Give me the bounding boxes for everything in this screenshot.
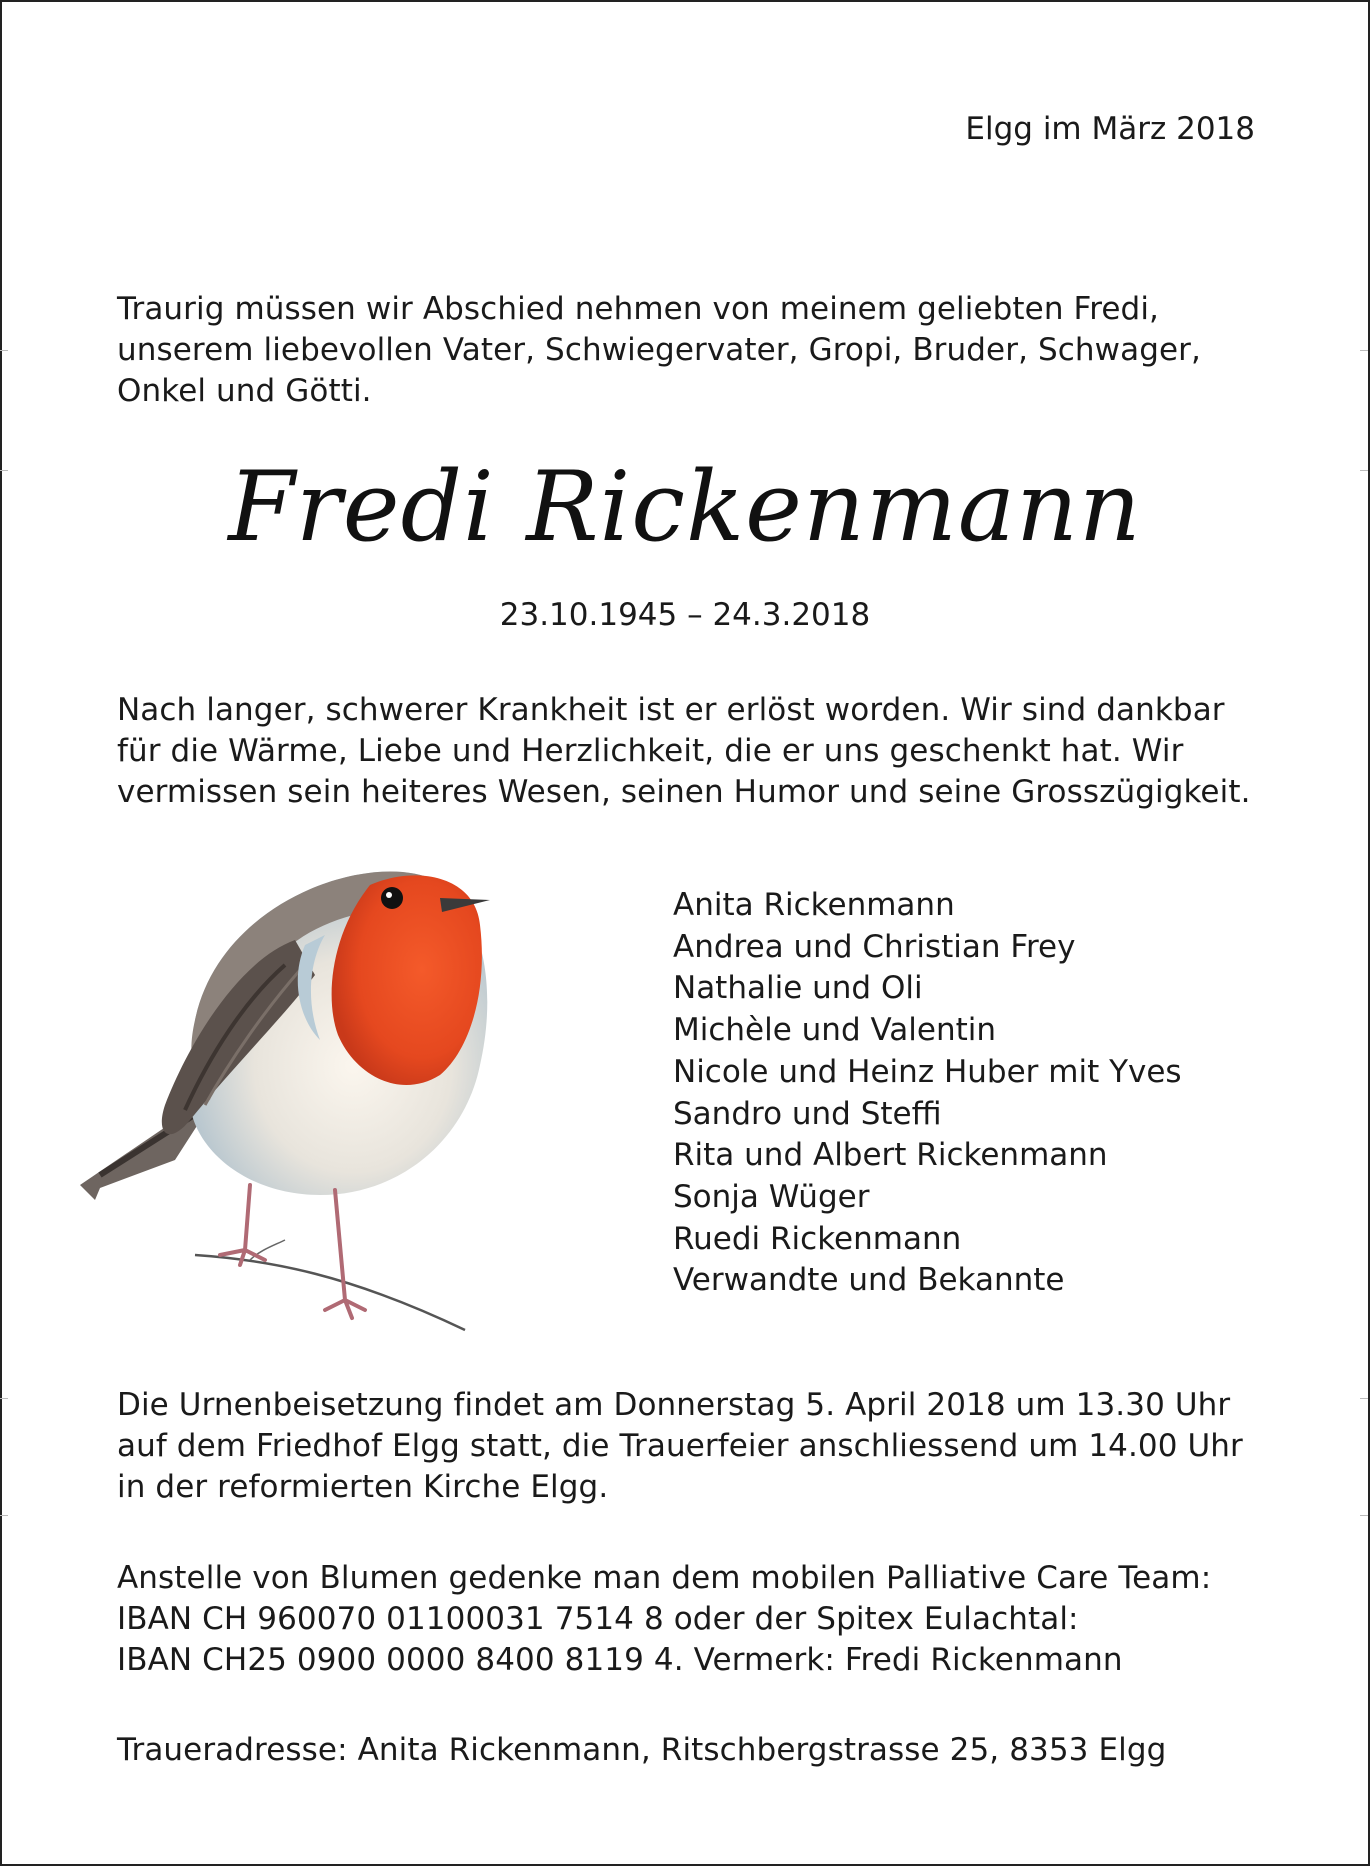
- robin-bird-illustration: [70, 840, 600, 1340]
- burial-line: in der reformierten Kirche Elgg.: [117, 1469, 609, 1505]
- mourner-entry: Nicole und Heinz Huber mit Yves: [673, 1053, 1182, 1090]
- burial-line: auf dem Friedhof Elgg statt, die Trauerfeier anschliessend um 14.00 Uhr: [117, 1428, 1243, 1464]
- edge-tick: [0, 350, 8, 351]
- donation-line: IBAN CH 960070 01100031 7514 8 oder der Spitex Eulachtal:: [117, 1601, 1079, 1637]
- mourner-entry: Anita Rickenmann: [673, 887, 955, 923]
- donation-line: Anstelle von Blumen gedenke man dem mobilen Palliative Care Team:: [117, 1560, 1212, 1596]
- remembrance-line: für die Wärme, Liebe und Herzlichkeit, die er uns geschenkt hat. Wir: [117, 733, 1184, 769]
- edge-tick: [0, 1515, 8, 1516]
- remembrance-paragraph: [117, 690, 1297, 813]
- mourning-address: Traueradresse: Anita Rickenmann, Ritschbergstrasse 25, 8353 Elgg: [117, 1732, 1167, 1768]
- mourner-entry: Rita und Albert Rickenmann: [673, 1137, 1108, 1174]
- deceased-name: Fredi Rickenmann: [228, 451, 1142, 563]
- mourner-entry: Andrea und Christian Frey: [673, 928, 1076, 965]
- remembrance-line: vermissen sein heiteres Wesen, seinen Humor und seine Grosszügigkeit.: [117, 774, 1251, 810]
- mourner-entry: Verwandte und Bekannte: [673, 1262, 1065, 1299]
- edge-tick: [1360, 350, 1368, 351]
- remembrance-line: Nach langer, schwerer Krankheit ist er erlöst worden. Wir sind dankbar: [117, 692, 1225, 728]
- mourner-entry: Ruedi Rickenmann: [673, 1220, 962, 1257]
- intro-line: Onkel und Götti.: [117, 373, 372, 409]
- intro-paragraph: [117, 289, 1267, 412]
- edge-tick: [1360, 1515, 1368, 1516]
- burial-line: Die Urnenbeisetzung findet am Donnerstag 5. April 2018 um 13.30 Uhr: [117, 1387, 1231, 1423]
- intro-line: Traurig müssen wir Abschied nehmen von meinem geliebten Fredi,: [117, 291, 1160, 327]
- mourner-entry: Sandro und Steffi: [673, 1095, 942, 1132]
- edge-tick: [0, 1398, 8, 1399]
- intro-line: unserem liebevollen Vater, Schwiegervater, Gropi, Bruder, Schwager,: [117, 332, 1201, 368]
- mourner-entry: Sonja Wüger: [673, 1178, 870, 1215]
- donation-paragraph: [117, 1558, 1297, 1681]
- edge-tick: [1360, 1398, 1368, 1399]
- mourners-list: [673, 885, 1182, 1302]
- lifespan-dates: 23.10.1945 – 24.3.2018: [499, 597, 871, 633]
- place-and-date: Elgg im März 2018: [965, 111, 1255, 147]
- donation-line: IBAN CH25 0900 0000 8400 8119 4. Vermerk: Fredi Rickenmann: [117, 1642, 1123, 1678]
- burial-paragraph: [117, 1385, 1297, 1508]
- mourner-entry: Michèle und Valentin: [673, 1012, 997, 1049]
- mourner-entry: Nathalie und Oli: [673, 970, 923, 1007]
